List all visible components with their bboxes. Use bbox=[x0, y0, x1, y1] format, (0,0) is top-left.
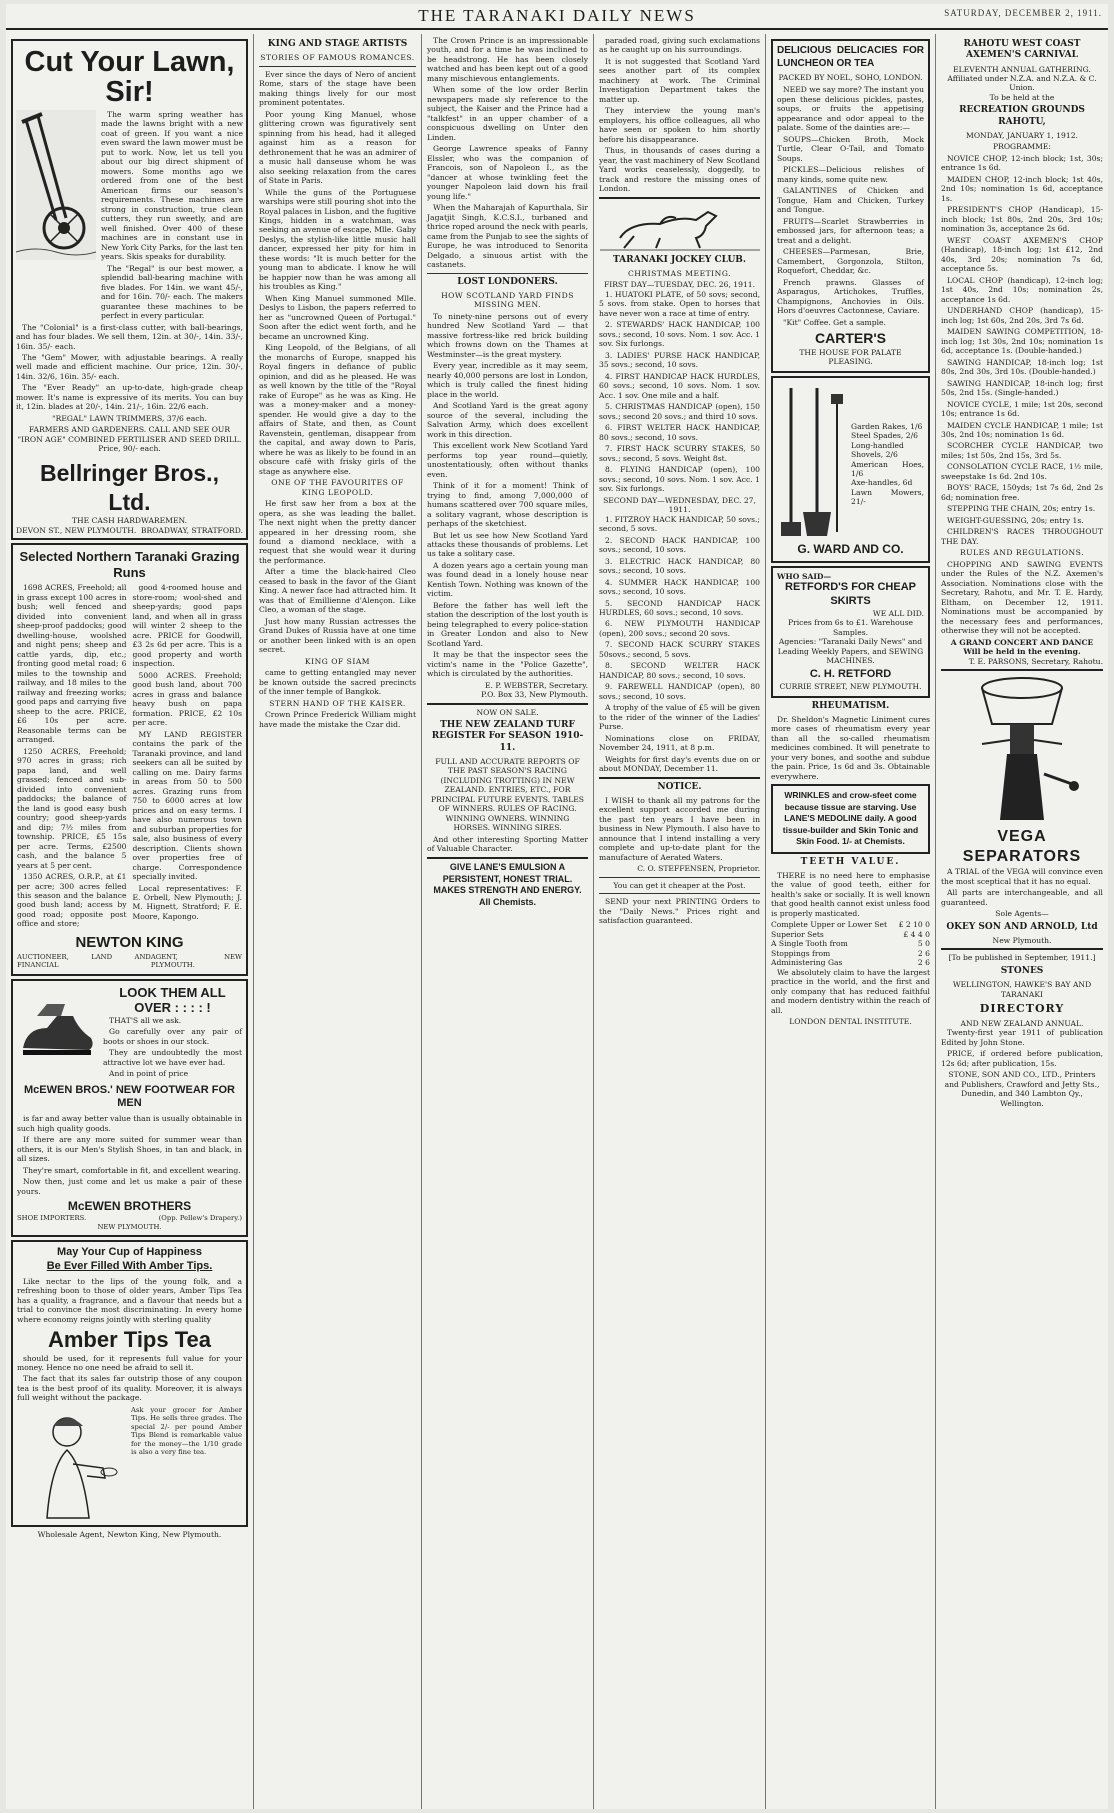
mcewen-footer-right: (Opp. Pellew's Drapery.) bbox=[158, 1214, 242, 1223]
grazing-runs-ad bbox=[11, 543, 248, 975]
event-item: MAIDEN CHOP, 12-inch block; 1st 40s, 2nd 10s; nomination 1s 6d, acceptance 1s. bbox=[941, 174, 1103, 203]
delicacies-body: NEED we say more? The instant you open these delicious pickles, pastes, soups, or fruits the appetising appearance and odor appeal to the palate. Some of the dainties are:— bbox=[777, 85, 924, 133]
delicacies-packed: PACKED BY NOEL, SOHO, LONDON. bbox=[778, 73, 923, 82]
event-item: STEPPING THE CHAIN, 20s; entry 1s. bbox=[947, 504, 1096, 514]
masthead-title: THE TARANAKI DAILY NEWS bbox=[418, 6, 696, 25]
col3-p1: The Crown Prince is an impressionable youth, and for a time he was inclined to be headstrong. He has been closely watched and has been kept out of a good many mischievous entanglements. bbox=[427, 36, 588, 83]
lawn-body-5: The "Ever Ready" an up-to-date, high-grade cheap mower. It's name is expressive of its merits. You can buy it, 12in. blades at 20/-, 14in. 21/-, 16in. 22/6 each. bbox=[16, 383, 243, 412]
race-item: 7. SECOND HACK SCURRY STAKES 50sovs.; second, 5 sovs. bbox=[599, 640, 760, 659]
local-reps: Local representatives: F. E. Orbell, New Plymouth; J. M. Hignett, Stratford; F. E. Moore, Kapongo. bbox=[132, 883, 242, 921]
garden-tools-illustration bbox=[777, 382, 847, 542]
directory-price: PRICE, if ordered before publication, 12s 6d; after publication, 15s. bbox=[941, 1049, 1103, 1068]
directory-publish: [To be published in September, 1911.] bbox=[948, 953, 1096, 963]
kings-p3: While the guns of the Portuguese warships were still pouring shot into the Royal palaces in Lisbon, and the fugitive Kings, hidden in a watchman, was seeking an avenue of escape, Mlle. Gaby Deslys, the stylish-like little music hall dancer, expressed her pity for him in these words: "It is much better for the young man to abdicate. I know he will be happier now than he was among all his troubles as King." bbox=[259, 187, 416, 292]
mcewen-body-2: If there are any more suited for summer wear than others, it is our Men's Stylish Shoes, in tan and black, in all sizes. bbox=[17, 1135, 242, 1164]
vega-body-2: All parts are interchangeable, and all guaranteed. bbox=[941, 888, 1103, 907]
col4-p5: A trophy of the value of £5 will be given to the rider of the winner of the Ladies' Purse. bbox=[599, 703, 760, 732]
retford-agencies: Agencies: "Taranaki Daily News" and Leading Weekly Papers, and SEWING MACHINES. bbox=[777, 637, 924, 665]
rahotu-date: MONDAY, JANUARY 1, 1912. bbox=[966, 130, 1078, 140]
kings-p8: Just how many Russian actresses the Grand Dukes of Russia have at one time or another been linked with is an open secret. bbox=[259, 616, 416, 655]
teeth-price-value: 2 6 bbox=[917, 948, 930, 958]
event-item: SAWING HANDICAP, 18-inch log; 1st 80s, 2nd 30s, 3rd 10s. (Double-handed.) bbox=[941, 357, 1103, 377]
amber-headline-2: Be Ever Filled With Amber Tips. bbox=[46, 1259, 213, 1272]
teeth-price-value: £ 4 4 0 bbox=[903, 929, 930, 939]
col3-p11: A dozen years ago a certain young man was found dead in a lonely house near Kentish Town. Nothing was known of the victim. bbox=[427, 560, 588, 599]
lawn-mower-ad bbox=[11, 39, 248, 540]
col3-p6: Every year, incredible as it may seem, nearly 40,000 persons are lost in London, which is truly called the finest hiding place in the world. bbox=[427, 361, 588, 399]
mcewen-ad bbox=[11, 979, 248, 1237]
event-item: LOCAL CHOP (handicap), 12-inch log; 1st 40s, 2nd 10s; nomination 2s, acceptance 1s 6d. bbox=[941, 275, 1103, 304]
notice-body: I WISH to thank all my patrons for the excellent support accorded me during the past ten years I have been in business in New Plymouth. I also have to announce that I intend installing a very complete and up-to-date plant for the manufacture of Aerated Waters. bbox=[599, 795, 760, 862]
race-day-1: FIRST DAY—TUESDAY, DEC. 26, 1911. bbox=[603, 280, 756, 290]
vega-headline: VEGA SEPARATORS bbox=[962, 828, 1082, 866]
race-item: 3. ELECTRIC HACK HANDICAP, 80 sovs.; second, 10 sovs. bbox=[599, 556, 760, 576]
newton-sub-right: AGENT, NEW PLYMOUTH. bbox=[150, 952, 242, 970]
kings-subhead: STORIES OF FAMOUS ROMANCES. bbox=[260, 53, 415, 63]
cream-separator-illustration bbox=[952, 674, 1092, 824]
kings-p2: Poor young King Manuel, whose glittering crown was figuratively sent spinning from his head, had it alleged against him as a reason for dethronement that he was an admirer of a music hall danseuse whom he was also seeking relaxation from the cares of State in Paris. bbox=[259, 109, 416, 186]
mcewen-bros-headline: McEWEN BROS.' NEW FOOTWEAR FOR MEN bbox=[24, 1083, 235, 1110]
kings-p7: After a time the black-haired Cleo ceased to bask in the favor of the Giant King. A newer face had attracted him. It was that of Emillienne d'Alençon. Like Cleo, a woman of the stage. bbox=[259, 567, 416, 615]
col3-p10: But let us see how New Scotland Yard attacks these thousands of problems. Let us take a solitary case. bbox=[427, 530, 588, 559]
col4-p4: Thus, in thousands of cases during a year, the vast machinery of New Scotland Yard works ceaselessly, doggedly, to track and restore the missing ones of London. bbox=[599, 146, 760, 194]
concert-signature: T. E. PARSONS, Secretary, Rahotu. bbox=[968, 656, 1103, 666]
directory-body: Twenty-first year 1911 of publication Edited by John Stone. bbox=[941, 1028, 1103, 1047]
vega-agents: Sole Agents— bbox=[995, 909, 1049, 919]
lost-londoners-sub: HOW SCOTLAND YARD FINDS MISSING MEN. bbox=[441, 290, 574, 310]
teeth-price-label: Complete Upper or Lower Set bbox=[771, 920, 888, 930]
look-headline: LOOK THEM ALL OVER : : : : ! bbox=[119, 984, 226, 1016]
event-item: SCORCHER CYCLE HANDICAP, two miles; 1st 50s, 2nd 15s, 3rd 5s. bbox=[941, 441, 1103, 460]
race-item: 1. HUATOKI PLATE, of 50 sovs; second, 5 sovs. from stake. Open to horses that have never won a race at time of entry. bbox=[599, 289, 760, 318]
newton-sub bbox=[17, 953, 242, 970]
amber-wholesale: Wholesale Agent, Newton King, New Plymouth. bbox=[37, 1529, 222, 1539]
bellringer-name: Bellringer Bros., Ltd. bbox=[40, 459, 219, 515]
farmers-line: FARMERS AND GARDENERS. CALL AND SEE OUR "IRON AGE" COMBINED FERTILISER AND SEED DRILL. Price, 90/- each. bbox=[17, 425, 242, 454]
tool-item: Garden Rakes, 1/6 bbox=[851, 421, 923, 431]
grazing-house: good 4-roomed house and store-room; wool-shed and sheep-yards; good paps land, and when all in grass will winter 2 sheep to the acre. PRICE for Goodwill, £3 2s 6d per acre. This is a good property and worth inspection. bbox=[132, 583, 242, 669]
jockey-signature: E. P. WEBSTER, Secretary. bbox=[484, 680, 588, 690]
col4-p7: Weights for first day's events due on or about MONDAY, December 11. bbox=[599, 754, 760, 774]
jockey-club-head: TARANAKI JOCKEY CLUB. bbox=[612, 254, 747, 265]
kings-p4: When King Manuel summoned Mlle. Deslys to Lisbon, the papers referred to her as "uncrowned Queen of Portugal." Soon after the edict went forth, and he became an uncrowned King. bbox=[259, 293, 416, 341]
tool-item: Steel Spades, 2/6 bbox=[851, 431, 918, 441]
tool-item: Axe-handles, 6d bbox=[851, 478, 913, 488]
kings-p1: Ever since the days of Nero of ancient Rome, stars of the stage have been making things lively for our most prominent potentates. bbox=[259, 69, 416, 108]
racehorse-illustration bbox=[600, 202, 760, 252]
amber-body-3: The fact that its sales far outstrip those of any coupon tea is the best proof of its quality. Moreover, it is always full weight without the package. bbox=[17, 1374, 242, 1403]
teeth-price-value: 2 6 bbox=[917, 958, 930, 968]
col3-p4: When the Maharajah of Kapurthala, Sir Jagatjit Singh, K.C.S.I., turbaned and thrice roped around the neck with pearls, came from the Punjab to see the sights of Europe, he was introduced to Senorita Delgado, a sinuous artist with the castanets. bbox=[427, 203, 588, 270]
delicacies-item: FRUITS—Scarlet Strawberries in embossed jars, for afternoon teas; a treat and a delight. bbox=[777, 216, 924, 245]
kings-p12: Crown Prince Frederick William might have made the mistake the Czar did. bbox=[259, 710, 416, 729]
race-item: 8. FLYING HANDICAP (open), 100 sovs.; second, 10 sovs. Nom. 1 sov. Acc. 1 sov. Six furlongs. bbox=[599, 465, 760, 494]
event-item: MAIDEN CYCLE HANDICAP, 1 mile; 1st 30s, 2nd 10s; nomination 1s 6d. bbox=[941, 420, 1103, 439]
rahotu-programme: PROGRAMME: bbox=[993, 142, 1051, 152]
who-said: WHO SAID— bbox=[777, 571, 832, 581]
lawn-headline: Cut Your Lawn, Sir! bbox=[24, 46, 235, 109]
event-item: BOYS' RACE, 150yds; 1st 7s 6d, 2nd 2s 6d; nomination free. bbox=[941, 483, 1103, 502]
directory-footer: STONE, SON AND CO., LTD., Printers and Publishers, Crawford and Jetty Sts., Dunedin, and 340 Lambton Qy., Wellington. bbox=[944, 1070, 1100, 1108]
notice-signature: C. O. STEFFENSEN, Proprietor. bbox=[637, 864, 760, 874]
race-list-day-1 bbox=[599, 290, 760, 494]
shoe-illustration bbox=[17, 998, 97, 1068]
race-item: 5. SECOND HANDICAP HACK HURDLES, 60 sovs.; second, 10 sovs. bbox=[599, 598, 760, 617]
look-body-1: THAT'S all we ask. bbox=[109, 1015, 182, 1025]
mcewen-brothers: McEWEN BROTHERS bbox=[67, 1199, 192, 1214]
race-item: 2. STEWARDS' HACK HANDICAP, 100 sovs.; second, 10 sovs. Nom. 1 sov. Acc. 1 sov. Six furlongs. bbox=[599, 320, 760, 349]
column-1 bbox=[6, 34, 254, 1809]
ward-tools-ad bbox=[771, 376, 930, 563]
col3-p7: And Scotland Yard is the great agony source of the several, including the Salvation Army, which does excellent work in this direction. bbox=[427, 401, 588, 439]
event-item: NOVICE CHOP, 12-inch block; 1st, 30s; entrance 1s 6d. bbox=[941, 153, 1103, 173]
col4-p2: It is not suggested that Scotland Yard sees another part of its complex machinery at work. The Criminal Investigation Department takes the matter up. bbox=[599, 56, 760, 104]
kings-p5: King Leopold, of the Belgians, of all the monarchs of Europe, snapped his Royal fingers in defiance of public opinion, and did as he pleased. He was as well known by the title of the "Royal rake of Europe" as he was as King. He was a money-maker and a money-spender. He would give a day to the affairs of State, and then, as Count Ravenstein, gentleman, disappear from the capital, and away down to Paris, where he was as likely to be found in an obscure café with frisky girls of the stage as anywhere else. bbox=[259, 343, 416, 476]
event-item: UNDERHAND CHOP (handicap), 15-inch log; 1st 60s, 2nd 20s, 3rd 7s 6d. bbox=[941, 306, 1103, 325]
newton-sub-left: AUCTIONEER, LAND AND FINANCIAL bbox=[17, 952, 151, 970]
concert-line: A GRAND CONCERT AND DANCE Will be held in the evening. bbox=[950, 637, 1094, 657]
race-day-2: SECOND DAY—WEDNESDAY, DEC. 27, 1911. bbox=[603, 495, 756, 515]
send-printing: SEND your next PRINTING Orders to the "Daily News." Prices right and satisfaction guaranteed. bbox=[599, 897, 760, 926]
col4-p3: They interview the young man's employers, his office colleagues, all who have seen or spoken to him shortly before his disappearance. bbox=[599, 106, 760, 144]
delicacies-ad bbox=[771, 39, 930, 373]
col3-p9: Think of it for a moment! Think of trying to find, among 7,000,000 of humans scattered over 700 square miles, a solitary vagrant, whose description is perhaps of the sketchiest. bbox=[427, 481, 588, 529]
race-item: 3. LADIES' PURSE HACK HANDICAP, 35 sovs.; second, 10 sovs. bbox=[599, 350, 760, 370]
retford-address: CURRIE STREET, NEW PLYMOUTH. bbox=[779, 682, 922, 692]
delicacies-kit: "Kit" Coffee. Get a sample. bbox=[783, 317, 886, 327]
bellringer-address-left: DEVON ST., NEW PLYMOUTH. bbox=[16, 525, 137, 535]
event-item: CONSOLATION CYCLE RACE, 1½ mile, sweepstake 1s 6d. 2nd 10s. bbox=[941, 462, 1103, 481]
race-item: 8. SECOND WELTER HACK HANDICAP, 80 sovs.; second, 10 sovs. bbox=[599, 661, 760, 680]
directory-annual: AND NEW ZEALAND ANNUAL. bbox=[960, 1018, 1084, 1028]
vega-city: New Plymouth. bbox=[992, 935, 1052, 945]
teeth-body: THERE is no need here to emphasise the value of good teeth, either for health's sake or socially. It is well known that good health cannot exist unless food is properly masticated. bbox=[771, 870, 930, 918]
newspaper-page bbox=[6, 4, 1108, 1809]
col4-p1: paraded road, giving such exclamations as he caught up on his surroundings. bbox=[599, 36, 760, 55]
mcewen-city: NEW PLYMOUTH. bbox=[97, 1222, 162, 1231]
turf-register-body: FULL AND ACCURATE REPORTS OF THE PAST SEASON'S RACING (INCLUDING TROTTING) IN NEW ZEALAND. ENTRIES, ETC., FOR PRINCIPAL FUTURE EVENTS. TABLES OF WINNERS. RULES OF RACING. WINNING OWNERS. WINNING HORSES. WINNING SIRES. bbox=[431, 756, 584, 833]
column-6 bbox=[936, 34, 1108, 1809]
teeth-price-value: £ 2 10 0 bbox=[898, 920, 930, 930]
carters-sub: THE HOUSE FOR PALATE PLEASING. bbox=[799, 347, 902, 367]
vega-agents-name: OKEY SON AND ARNOLD, Ltd bbox=[946, 921, 1098, 932]
mcewen-footer bbox=[17, 1214, 242, 1222]
amber-body: Like nectar to the lips of the young folk, and a refreshing boon to those of older years, Amber Tips Tea has a quality, a fragrance, and a flavour that needs but a trial to convince the most discriminating. In every home where economy reigns jointly with sterling quality bbox=[17, 1276, 242, 1324]
col4-p6: Nominations close on FRIDAY, November 24, 1911, at 8 p.m. bbox=[599, 733, 760, 753]
teeth-price-label: Administering Gas bbox=[771, 958, 843, 968]
land-register: MY LAND REGISTER contains the park of the Taranaki province, and land seekers can all be suited by calling on me. Dairy farms in areas from 50 to 500 acres. Grazing runs from 750 to 6000 acres at low prices and on easy terms. I have also numerous town and suburban properties for sale, also business of every description. Clients shown over properties free of charge. Correspondence specially invited. bbox=[132, 729, 242, 882]
teeth-price-label: Superior Sets bbox=[771, 929, 824, 939]
amber-big-title: Amber Tips Tea bbox=[47, 1327, 211, 1352]
kings-subhead-2: ONE OF THE FAVOURITES OF KING LEOPOLD. bbox=[271, 478, 404, 497]
directory-title: DIRECTORY bbox=[979, 1001, 1065, 1015]
event-item: WEIGHT-GUESSING, 20s; entry 1s. bbox=[947, 515, 1084, 525]
lawn-trimmers: "REGAL" LAWN TRIMMERS, 37/6 each. bbox=[52, 413, 207, 423]
look-body-3: They are undoubtedly the most attractive lot we have ever had. bbox=[103, 1048, 242, 1067]
delicacies-item: GALANTINES of Chicken and Tongue, Ham and Chicken, Turkey and Tongue. bbox=[777, 186, 924, 215]
grazing-1250: 1250 ACRES, Freehold; 970 acres in grass; rich papa land, and well grassed; fenced and sub-divided into convenient paddocks; the balance of the land is good easy bush country; good sheep-yards and dip; 7½ miles from township. PRICE, £5 15s per acre. Terms, £2500 cash, and the balance 5 years at 5 per cent. bbox=[17, 746, 127, 870]
race-item: 4. SUMMER HACK HANDICAP, 100 sovs.; second, 10 sovs. bbox=[599, 577, 760, 597]
turf-register-head: THE NEW ZEALAND TURF REGISTER For SEASON 1910-11. bbox=[431, 720, 584, 753]
kings-siam-head: KING OF SIAM bbox=[304, 656, 371, 666]
notice-head: NOTICE. bbox=[657, 781, 702, 792]
turf-now: NOW ON SALE. bbox=[476, 707, 539, 717]
race-list-day-2 bbox=[599, 515, 760, 702]
delicacies-item: SOUPS—Chicken Broth, Mock Turtle, Clear O-Tail, and Tomato Soups. bbox=[777, 134, 924, 163]
grazing-5000: 5000 ACRES. Freehold; good bush land, about 700 acres in grass and balance heavy bush on papa formation. PRICE, £2 10s per acre. bbox=[132, 670, 242, 728]
delicacies-item: French prawns. Glasses of Asparagus, Artichokes, Truffles, Champignons, Anchovies in Oils. Hors d'oeuvres Cactonnese, Caviare. bbox=[777, 277, 924, 316]
delicacies-item: PICKLES—Delicious relishes of many kinds, some quite new. bbox=[777, 165, 924, 184]
tool-item: Long-handled Shovels, 2/6 bbox=[851, 440, 904, 460]
race-item: 4. FIRST HANDICAP HACK HURDLES, 60 sovs.; second, 10 sovs. Nom. 1 sov. Acc. 1 sov. One mile and a half. bbox=[599, 371, 760, 400]
teeth-price-row bbox=[771, 920, 930, 929]
race-item: 6. NEW PLYMOUTH HANDICAP (open), 200 sovs.; second 20 sovs. bbox=[599, 619, 760, 638]
retford-ad bbox=[771, 566, 930, 698]
bellringer-address-right: BROADWAY, STRATFORD. bbox=[140, 525, 243, 535]
teeth-price-row bbox=[771, 949, 930, 958]
mcewen-body: is far and away better value than is usually obtainable in such high quality goods. bbox=[17, 1114, 242, 1133]
event-item: MAIDEN SAWING COMPETITION, 18-inch log; 1st 30s, 2nd 10s; nomination 1s 6d, acceptance 1s. (Double-handed.) bbox=[941, 327, 1103, 356]
teeth-price-row bbox=[771, 930, 930, 939]
event-item: SAWING HANDICAP, 18-inch log; first 50s, 2nd 15s. (Single-handed.) bbox=[941, 378, 1103, 398]
look-body-4: And in point of price bbox=[109, 1069, 189, 1079]
mcewen-body-3: They're smart, comfortable in fit, and excellent wearing. bbox=[23, 1165, 241, 1175]
teeth-price-table bbox=[771, 920, 930, 967]
rheumatism-head: RHEUMATISM. bbox=[811, 700, 890, 711]
col3-p8: This excellent work New Scotland Yard performs top year round—quietly, unostentatiously, often without thanks even. bbox=[427, 441, 588, 479]
teeth-body-2: We absolutely claim to have the largest practice in the world, and the first and only company that has reduced faithful and modern dentistry within the reach of all. bbox=[771, 967, 930, 1015]
tool-item: Lawn Mowers, 21/- bbox=[851, 487, 924, 507]
amber-body-2: should be used, for it represents full value for your money. Hence no one need be afraid to sell it. bbox=[17, 1353, 242, 1372]
grazing-headline: Selected Northern Taranaki Grazing Runs bbox=[19, 549, 240, 580]
grazing-1350: 1350 ACRES, O.R.P., at £1 per acre; 300 acres felled this season and the balance good bush land; access by good road; opposite post office and store; bbox=[17, 872, 127, 929]
wrinkles-text: WRINKLES and crow-sfeet come because tissue are starving. Use LANE'S MEDOLINE daily. A good tissue-builder and Skin Tonic and Skin Food. 1/- at Chemists. bbox=[782, 790, 919, 847]
column-5 bbox=[766, 34, 936, 1809]
tea-lady-illustration bbox=[17, 1406, 127, 1521]
race-item: 9. FAREWELL HANDICAP (open), 80 sovs.; second, 10 sovs. bbox=[599, 682, 760, 701]
teeth-signature: LONDON DENTAL INSTITUTE. bbox=[789, 1017, 912, 1027]
lawn-body-3: The "Colonial" is a first-class cutter, with ball-bearings, and has four blades. We sell them, 12in. at 30/-, 14in. 33/-, 16in. 35/- each. bbox=[16, 322, 243, 351]
col3-p5: To ninety-nine persons out of every hundred New Scotland Yard — that massive fortress-like red brick building which frowns down on the Thames at Westminster—is the great mystery. bbox=[427, 311, 588, 359]
delicacies-item: CHEESES—Parmesan, Brie, Camembert, Gorgonzola, Stilton, Roquefort, Cheddar, &c. bbox=[777, 247, 924, 276]
skirt-price: Prices from 6s to £1. Warehouse Samples. bbox=[787, 618, 914, 637]
race-item: 5. CHRISTMAS HANDICAP (open), 150 sovs.; second 20 sovs.; and third 10 sovs. bbox=[599, 402, 760, 421]
delicacies-head: DELICIOUS DELICACIES FOR LUNCHEON OR TEA bbox=[777, 45, 924, 69]
rheumatism-body: Dr. Sheldon's Magnetic Liniment cures more cases of rheumatism every year than all the so-called rheumatism medicines combined. It will penetrate to your very bones, and soothe and subdue the pain. Price, 1s 6d and 3s. Obtainable everywhere. bbox=[771, 714, 930, 781]
amber-headline-1: May Your Cup of Happiness bbox=[56, 1246, 203, 1259]
col3-p12: Before the father has well left the station the description of the lost youth is being telegraphed to every police-station in Greater London and also to New Scotland Yard. bbox=[427, 600, 588, 648]
ward-name: G. WARD AND CO. bbox=[797, 541, 904, 556]
lanes-emulsion-ad: GIVE LANE'S EMULSION A PERSISTENT, HONEST TRIAL. MAKES STRENGTH AND ENERGY. All Chemists. bbox=[433, 861, 582, 907]
rules-body: CHOPPING AND SAWING EVENTS under the Rules of the N.Z. Axemen's Association. Nominations close with the Secretary, Rahotu, and Mr. T. E. Hardy, Eltham, on December 12, 1911. Nominations must be accompanied by the necessary fees and performances, otherwise they will not be accepted. bbox=[941, 559, 1103, 636]
teeth-price-row bbox=[771, 939, 930, 948]
turf-register-body-2: And other interesting Sporting Matter of Valuable Character. bbox=[427, 834, 588, 854]
bellringer-sub: THE CASH HARDWAREMEN. bbox=[71, 516, 188, 526]
teeth-price-label: Stoppings from bbox=[771, 948, 831, 958]
event-item: WEST COAST AXEMEN'S CHOP (Handicap), 18-inch log; 1st £12, 2nd 40s, 3rd 20s; nomination 7s 6d, acceptance 5s. bbox=[941, 235, 1103, 274]
column-3 bbox=[422, 34, 594, 1809]
rahotu-sub: ELEVENTH ANNUAL GATHERING. bbox=[953, 64, 1091, 74]
race-item: 2. SECOND HACK HANDICAP, 100 sovs.; second, 10 sovs. bbox=[599, 535, 760, 555]
directory-name: STONES bbox=[1000, 965, 1044, 976]
lanes-medoline-ad bbox=[771, 784, 930, 853]
rahotu-ground: RECREATION GROUNDS RAHOTU, bbox=[959, 105, 1085, 127]
kings-kaiser-head: STERN HAND OF THE KAISER. bbox=[269, 698, 406, 708]
lawn-mower-illustration bbox=[16, 110, 96, 260]
mcewen-body-4: Now then, just come and let us make a pair of these yours. bbox=[17, 1177, 242, 1196]
race-item: 1. FITZROY HACK HANDICAP, 50 sovs.; second, 5 sovs. bbox=[599, 514, 760, 534]
race-item: 6. FIRST WELTER HACK HANDICAP, 80 sovs.; second, 10 sovs. bbox=[599, 423, 760, 442]
grazing-1698: 1698 ACRES, Freehold; all in grass except 100 acres in bush; well fenced and divided into convenient sheep-proof paddocks; good dwelling-house, woolshed and night pens; sheep and cattle yards, dip, etc.; fronting good metal road; 6 miles to the township and railway, and 18 miles to the railway and freezing works; good paps and carrying five sheep to the acre. PRICE, £6 10s per acre. Reasonable terms can be arranged. bbox=[17, 583, 127, 745]
jockey-club-sub: CHRISTMAS MEETING. bbox=[627, 269, 732, 278]
rahotu-head: RAHOTU WEST COAST AXEMEN'S CARNIVAL bbox=[963, 39, 1081, 61]
bellringer-address bbox=[16, 526, 243, 535]
mcewen-footer-left: SHOE IMPORTERS. bbox=[17, 1214, 87, 1223]
we-all-did: WE ALL DID. bbox=[872, 608, 924, 618]
notice-footer: You can get it cheaper at the Post. bbox=[613, 880, 746, 890]
col3-p3: George Lawrence speaks of Fanny Elssler, who was the companion of Francois, son of Napoleon I., as the "dancer at whose twinkling feet the younger Napoleon laid down his frail young life." bbox=[427, 144, 588, 201]
event-item: PRESIDENT'S CHOP (Handicap), 15-inch block; 1st 80s, 2nd 20s, 3rd 10s; nomination 3s, acceptance 2s 6d. bbox=[941, 205, 1103, 234]
masthead-date: SATURDAY, DECEMBER 2, 1911. bbox=[944, 8, 1102, 18]
masthead bbox=[6, 4, 1108, 30]
column-2 bbox=[254, 34, 422, 1809]
rahotu-affiliation: Affiliated under N.Z.A. and N.Z.A. & C. Union. bbox=[947, 73, 1097, 93]
race-item: 7. FIRST HACK SCURRY STAKES, 50 sovs.; second, 5 sovs. Weight 8st. bbox=[599, 444, 760, 463]
teeth-head: TEETH VALUE. bbox=[800, 856, 901, 867]
column-4 bbox=[594, 34, 766, 1809]
rules-head: RULES AND REGULATIONS. bbox=[959, 548, 1085, 558]
tool-item: American Hoes, 1/6 bbox=[851, 459, 924, 478]
rahotu-held: To be held at the bbox=[989, 92, 1055, 102]
lost-londoners-head: LOST LONDONERS. bbox=[457, 276, 558, 287]
teeth-price-value: 5 0 bbox=[917, 939, 930, 949]
kings-headline: KING AND STAGE ARTISTS bbox=[267, 39, 408, 49]
directory-sub: WELLINGTON, HAWKE'S BAY AND TARANAKI bbox=[952, 980, 1092, 999]
event-item: CHILDREN'S RACES THROUGHOUT THE DAY. bbox=[941, 527, 1103, 546]
vega-body: A TRIAL of the VEGA will convince even the most sceptical that it has no equal. bbox=[941, 867, 1103, 886]
amber-ask: Ask your grocer for Amber Tips. He sells three grades. The special 2/- per pound Amber Tips Blend is remarkable value for the money—the 1/10 grade is also a very fine tea. bbox=[131, 1405, 242, 1457]
kings-p6: He first saw her from a box at the opera, as she was leading the ballet. The next night when the pretty dancer appeared in her dressing room, she found a diamond necklace, with a request that she would wear it during the performance. bbox=[259, 499, 416, 565]
newton-king: NEWTON KING bbox=[75, 933, 184, 951]
look-body-2: Go carefully over any pair of boots or shoes in our stock. bbox=[103, 1027, 242, 1046]
event-item: NOVICE CYCLE, 1 mile; 1st 20s, second 10s; entrance 1s 6d. bbox=[941, 399, 1103, 419]
jockey-signature-2: P.O. Box 33, New Plymouth. bbox=[481, 690, 588, 700]
retford-name: C. H. RETFORD bbox=[809, 668, 892, 681]
teeth-price-row bbox=[771, 958, 930, 967]
amber-tips-ad bbox=[11, 1240, 248, 1527]
col3-p13: It may be that the inspector sees the victim's name in the "Police Gazette", which is circulated by the authorities. bbox=[427, 650, 588, 679]
kings-p10: came to getting entangled may never be known outside the sacred precincts of the inner temple of Bangkok. bbox=[259, 668, 416, 697]
retford-headline: RETFORD'S FOR CHEAP SKIRTS bbox=[785, 581, 916, 607]
lawn-body: The warm spring weather has made the lawns bright with a new coat of green. If you want a nice even sward the lawn mower must be put to work. Now, let us tell you about our big direct shipment of mowers. Some months ago we ordered from one of the best American firms our season's requirements. These machines are strong in construction, true clean cutters, they run sweetly, and are well finished. Over 400 of these machines are in constant use in New York City Parks, for the last ten years. Skis speaks for durability. bbox=[101, 109, 243, 262]
lawn-body-4: The "Gem" Mower, with adjustable bearings. A really well made and efficient machine. Our price, 12in. 30/-, 14in. 32/6, 16in. 35/- each. bbox=[16, 352, 243, 381]
carters-name: CARTER'S bbox=[815, 330, 886, 347]
teeth-price-label: A Single Tooth from bbox=[771, 939, 848, 949]
lawn-body-2: The "Regal" is our best mower, a splendid ball-bearing machine with five blades. For 14in. we want 45/-, and for 16in. 70/- each. The makers guarantee these machines to be perfect in every particular. bbox=[101, 263, 243, 321]
col3-p2: When some of the low order Berlin newspapers made sly reference to the subject, the Kaiser and the Prince had a "talkfest" in an upper chamber of a conspicuous dwelling on Unter den Linden. bbox=[427, 85, 588, 142]
rahotu-event-list bbox=[941, 154, 1103, 546]
